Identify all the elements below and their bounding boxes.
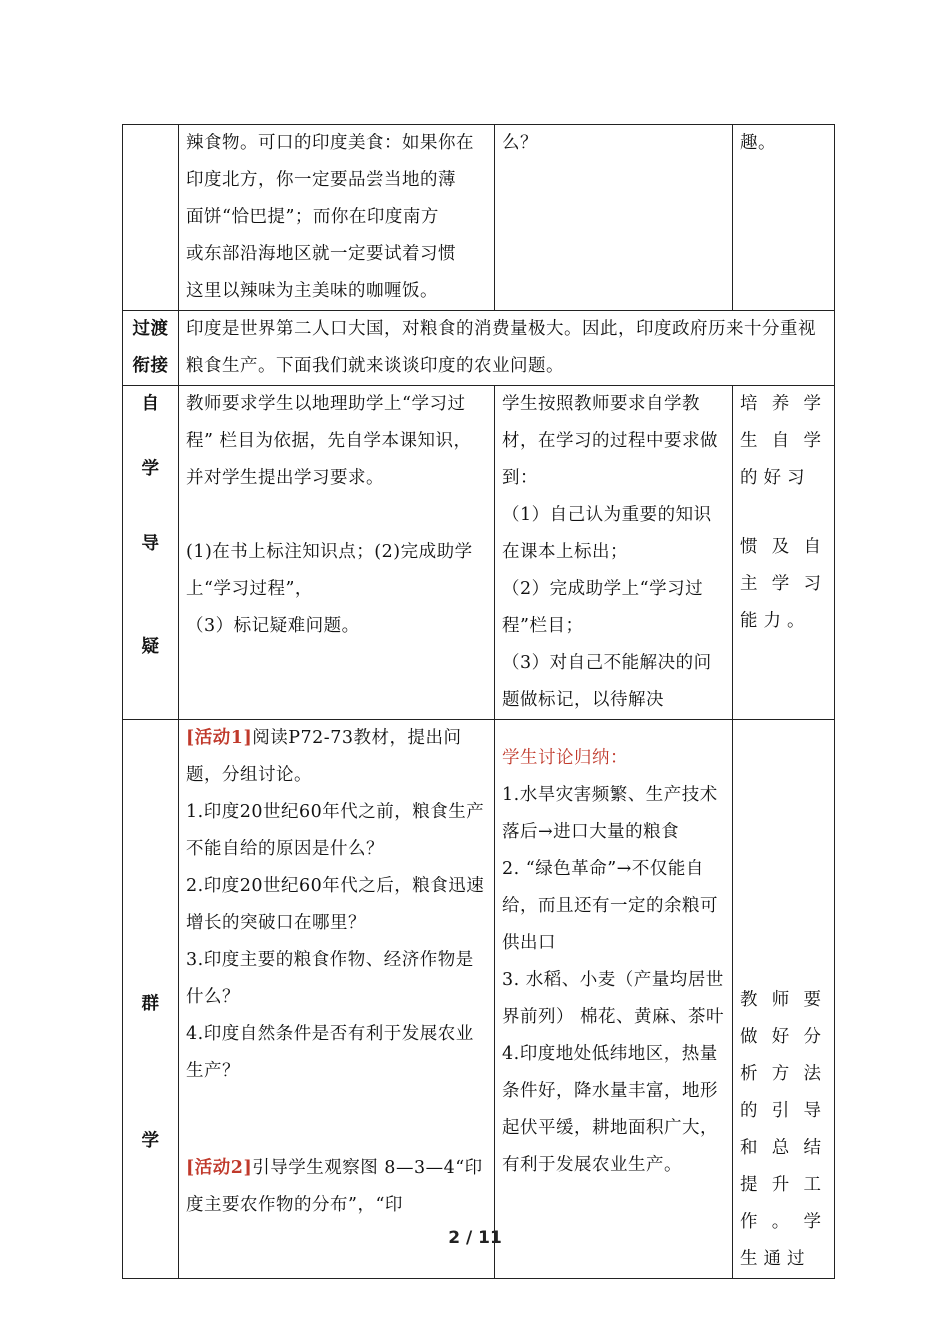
design-intent-cell	[733, 386, 835, 720]
blank-line	[186, 1090, 487, 1150]
stage-cell-empty	[123, 125, 179, 311]
stage-char: 疑	[141, 637, 160, 657]
student-activity-cell	[495, 125, 733, 311]
table-row-self-study	[123, 386, 835, 720]
question-item: 3.印度主要的粮食作物、经济作物是什么？	[186, 950, 474, 1007]
question-item: 4.印度自然条件是否有利于发展农业生产？	[186, 1024, 474, 1081]
student-activity-cell	[495, 386, 733, 720]
answer-item: 2. “绿色革命”→不仅能自给，而且还有一定的余粮可供出口	[502, 859, 718, 953]
discussion-heading: 学生讨论归纳：	[502, 748, 628, 768]
teacher-intro: 教师要求学生以地理助学上“学习过程” 栏目为依据，先自学本课知识，并对学生提出学习要求。	[186, 394, 472, 488]
stage-char: 学	[141, 1131, 160, 1151]
stage-char: 学	[141, 459, 160, 479]
table-row-continuation	[123, 125, 835, 311]
text-line: 趣。	[740, 133, 776, 153]
teacher-activity-cell	[179, 386, 495, 720]
activity-tag: [活动1]	[186, 728, 253, 748]
text-line: 面饼“恰巴提”；而你在印度南方	[186, 207, 439, 227]
transition-text-cell	[179, 311, 835, 386]
table-row-transition	[123, 311, 835, 386]
answer-item: 4.印度地处低纬地区，热量条件好，降水量丰富，地形起伏平缓，耕地面积广大，有利于发展农业生产。	[502, 1044, 718, 1175]
answer-item: 3. 水稻、小麦（产量均居世界前列） 棉花、黄麻、茶叶	[502, 970, 725, 1027]
stage-label-line: 过渡	[132, 319, 169, 339]
lesson-plan-table	[122, 124, 835, 1279]
stage-label-line: 衔接	[132, 356, 169, 376]
student-intro: 学生按照教师要求自学教材，在学习的过程中要求做到：	[502, 394, 718, 488]
text-line: 这里以辣味为主美味的咖喱饭。	[186, 281, 438, 301]
text-line: 辣食物。可口的印度美食：如果你在	[186, 133, 474, 153]
text-line: 么？	[502, 133, 538, 153]
text-line: 印度北方，你一定要品尝当地的薄	[186, 170, 456, 190]
student-activity-cell	[495, 720, 733, 1279]
stage-char: 导	[141, 534, 160, 554]
stage-cell-group-study	[123, 720, 179, 1279]
requirement-line: (1)在书上标注知识点；(2)完成助学上“学习过程”，	[186, 542, 473, 599]
current-page: 2	[448, 1228, 461, 1248]
teacher-activity-cell	[179, 125, 495, 311]
page-separator: /	[465, 1228, 473, 1248]
stage-cell-transition	[123, 311, 179, 386]
stage-char: 自	[141, 394, 160, 414]
answer-item: 1.水旱灾害频繁、生产技术落后→进口大量的粮食	[502, 785, 718, 842]
activity-text: 引导学生观察图 8—3—4“印度主要农作物的分布”，“印	[186, 1158, 483, 1215]
teacher-activity-cell	[179, 720, 495, 1279]
question-item: 1.印度20世纪60年代之前，粮食生产不能自给的原因是什么？	[186, 802, 485, 859]
table-row-group-study	[123, 720, 835, 1279]
stage-char: 群	[141, 994, 160, 1014]
activity-text: 阅读P72-73教材，提出问题，分组讨论。	[186, 728, 462, 785]
blank-line	[186, 497, 487, 534]
stage-cell-self-study	[123, 386, 179, 720]
total-pages: 11	[478, 1228, 502, 1248]
intent-text: 惯及自主学习能力。	[740, 537, 827, 631]
requirement-line: （3）标记疑难问题。	[186, 616, 360, 636]
page-number	[0, 1228, 950, 1248]
text-line: 或东部沿海地区就一定要试着习惯	[186, 244, 456, 264]
intent-text: 教师要做好分析方法的引导和总结提升工作。学生通过	[740, 990, 827, 1269]
transition-text: 印度是世界第二人口大国，对粮食的消费量极大。因此，印度政府历来十分重视粮食生产。下面我们就来谈谈印度的农业问题。	[186, 319, 816, 376]
design-intent-cell	[733, 720, 835, 1279]
student-item: （3）对自己不能解决的问题做标记，以待解决	[502, 653, 712, 710]
student-item: （2）完成助学上“学习过程”栏目；	[502, 579, 704, 636]
student-item: （1）自己认为重要的知识在课本上标出；	[502, 505, 712, 562]
intent-text: 培养学生自学的好习	[740, 394, 827, 488]
question-item: 2.印度20世纪60年代之后，粮食迅速增长的突破口在哪里？	[186, 876, 485, 933]
design-intent-cell	[733, 125, 835, 311]
activity-tag: [活动2]	[186, 1158, 253, 1178]
